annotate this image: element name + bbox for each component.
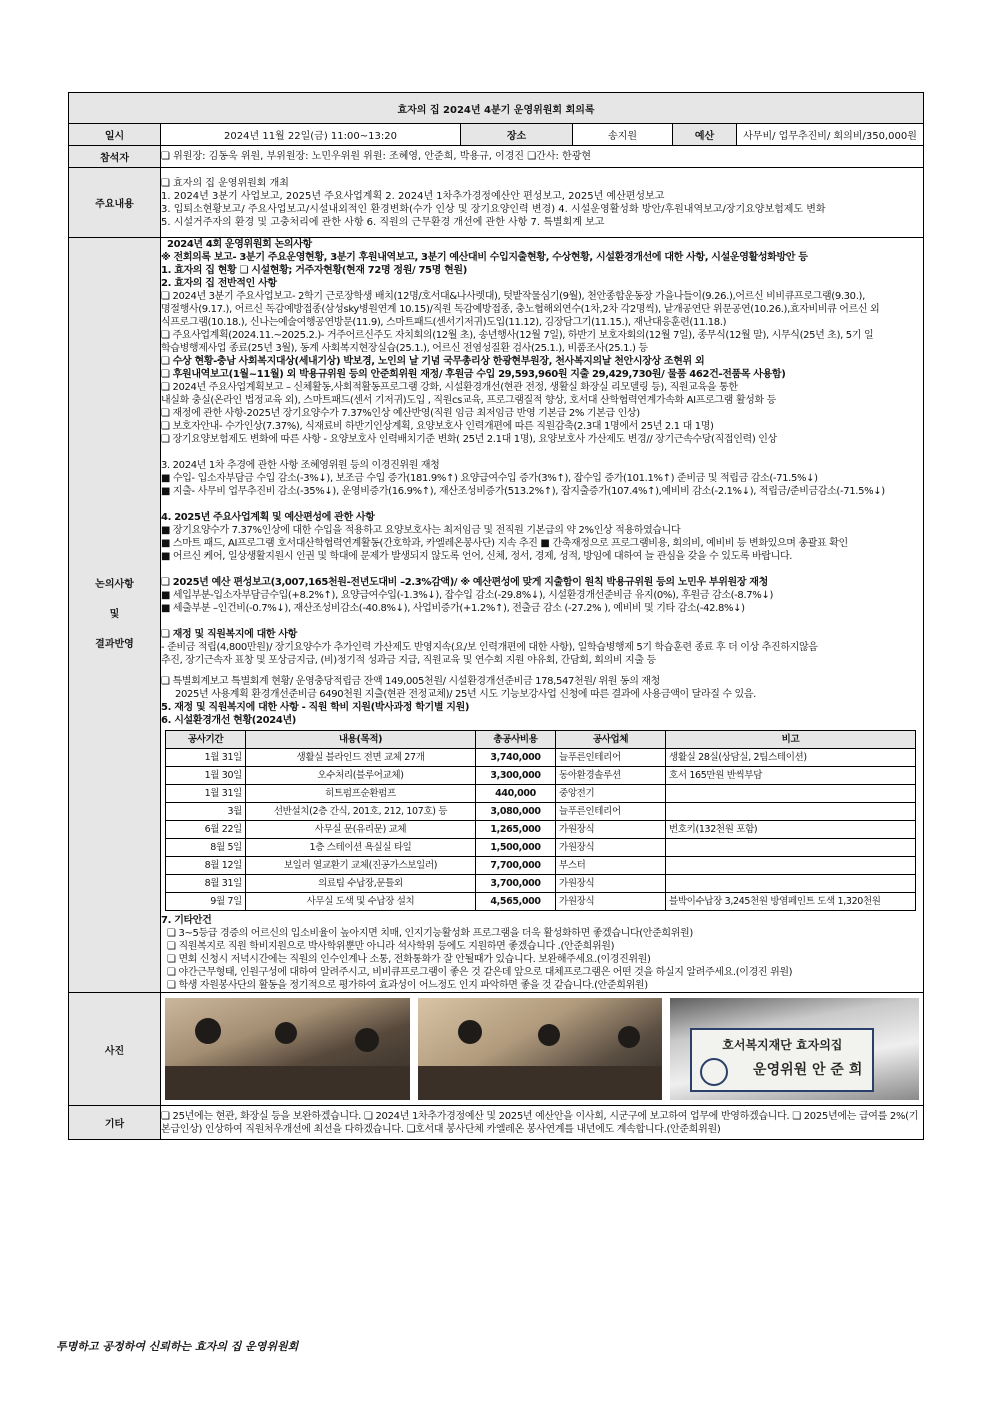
works-period: 8월 5일 [166,839,246,857]
works-row [166,785,916,803]
spacer [161,446,923,459]
discussion-label-1: 논의사항 [95,579,134,590]
discussion-line: 6. 시설환경개선 현황(2024년) [161,715,296,726]
works-company: 동아환경솔루션 [556,767,666,785]
discussion-line: 3. 2024년 1차 추경에 관한 사항 조혜영위원 등의 이경진위원 재청 [161,460,440,471]
discussion-line: ※ 전회의록 보고- 3분기 주요운영현황, 3분기 후원내역보고, 3분기 예산대비 수입지출현황, 수상현황, 시설환경개선에 대한 사항, 시설운영활성화방안 등 [161,252,808,263]
works-cost: 4,565,000 [476,893,556,911]
works-note: 호서 165만원 반씩부담 [666,767,916,785]
works-header-cell: 총공사비용 [476,731,556,749]
agenda-content [161,168,924,238]
date-value: 2024년 11월 22일(금) 11:00~13:20 [161,124,461,146]
discussion-line: ❏ 장기요양보험제도 변화에 따른 사항 - 요양보호사 인력배치기준 변화( 25년 2.1대 1명), 요양보호사 가산제도 변경// 장기근속수당(직접인력) 인상 [161,434,777,445]
discussion-content [161,238,924,993]
person-silhouette [195,1018,221,1044]
spacer [161,667,923,675]
works-company: 가원장식 [556,893,666,911]
works-cost: 3,300,000 [476,767,556,785]
footer-motto: 투명하고 공정하여 신뢰하는 효자의 집 운영위원회 [56,1340,299,1353]
works-cost: 3,740,000 [476,749,556,767]
discussion-line: ❏ 면회 신청시 저녁시간에는 직원의 인수인계나 소통, 전화통화가 잘 안될때가 있습니다. 보완해주세요.(이경진위원) [167,954,651,965]
discussion-line: ❏ 3~5등급 경증의 어르신의 입소비율이 높아지면 치매, 인지기능활성화 프로그램을 더욱 활성화하면 좋겠습니다(안준희위원) [167,928,693,939]
works-company: 가원장식 [556,839,666,857]
nameplate-name: 운영위원 안 준 희 [753,1062,863,1078]
budget-label: 예산 [673,124,737,146]
works-content: 오수처리(블루어교체) [246,767,476,785]
works-cost: 1,265,000 [476,821,556,839]
place-label: 장소 [461,124,573,146]
works-company: 늘푸른인테리어 [556,803,666,821]
works-content: 생활실 블라인드 전면 교체 27개 [246,749,476,767]
works-content: 의료팀 수납장,문틀외 [246,875,476,893]
works-cost: 3,080,000 [476,803,556,821]
works-row [166,857,916,875]
works-row [166,767,916,785]
budget-value: 사무비/ 업무추진비/ 회의비/350,000원 [737,124,924,146]
works-note [666,857,916,875]
works-period: 9월 7일 [166,893,246,911]
discussion-line: 4. 2025년 주요사업계획 및 예산편성에 관한 사항 [161,512,375,523]
discussion-line: 내실화 충실(온라인 법정교육 외), 스마트패드(센서 기저귀)도입 , 직원cs교육, 프로그램질적 향상, 호서대 산학협력연계가속화 AI프로그램 활성화 등 [161,395,776,406]
discussion-line: ❏ 학생 자원봉사단의 활동을 정기적으로 평가하여 효과성이 어느정도 인지 파악하면 좋을 것 같습니다.(안준희위원) [167,980,648,991]
person-silhouette [458,1020,482,1044]
works-header-row [166,731,916,749]
works-note [666,803,916,821]
meeting-photo-1 [165,998,410,1100]
photos-label: 사진 [69,993,161,1106]
works-period: 6월 22일 [166,821,246,839]
works-header-cell: 내용(목적) [246,731,476,749]
attendees-label: 참석자 [69,146,161,168]
person-silhouette [538,1024,560,1046]
discussion-line: 추진, 장기근속자 표창 및 포상금지급, (비)정기적 성과금 지급, 직원교육 및 연수회 지원 야유회, 간담회, 회의비 지출 등 [161,655,656,666]
discussion-line: 1. 효자의 집 현황 ❏ 시설현황; 거주자현황(현재 72명 정원/ 75명 현원) [161,265,467,276]
nameplate [690,1028,874,1092]
person-silhouette [355,1028,379,1052]
spacer [161,563,923,576]
discussion-label-3: 결과반영 [95,639,134,650]
etc-label: 기타 [69,1106,161,1140]
works-period: 8월 12일 [166,857,246,875]
person-silhouette [275,1022,297,1044]
photo-row [161,993,923,1105]
discussion-line: 2025년 사용계획 환경개선준비금 6490천원 지출(현관 전정교체)/ 25년 시도 기능보강사업 신청에 따른 결과에 사용금액이 달라질 수 있음. [175,689,757,700]
agenda-line: ❏ 효자의 집 운영위원회 개최 [161,177,289,189]
discussion-line: ■ 어르신 케어, 일상생활지원시 인권 및 학대에 문제가 발생되지 않도록 언어, 신체, 정서, 경제, 성적, 방임에 대하여 늘 관심을 갖을 수 있도록 바랍니다. [161,551,793,562]
date-label: 일시 [69,124,161,146]
minutes-document [68,92,923,1140]
works-content: 사무실 도색 및 수납장 설치 [246,893,476,911]
works-cost: 7,700,000 [476,857,556,875]
works-header-cell: 공사업체 [556,731,666,749]
works-row [166,803,916,821]
place-value: 송지원 [573,124,673,146]
agenda-line: 3. 입퇴소현황보고/ 주요사업보고/시설내외적인 환경변화(수가 인상 및 장기요양인력 변경) 4. 시설운영활성화 방안/후원내역보고/장기요양보험제도 변화 [161,203,826,215]
discussion-label-2: 및 [109,609,120,620]
table-surface [418,1066,663,1100]
works-company: 가원장식 [556,821,666,839]
discussion-line: ❏ 재정에 관한 사항-2025년 장기요양수가 7.37%인상 예산반영(직원 임금 최저임금 반영 기본급 2% 기본급 인상) [161,408,640,419]
discussion-line: ❏ 재정 및 직원복지에 대한 사항 [161,629,297,640]
discussion-line: 7. 기타안건 [161,915,212,926]
works-note [666,785,916,803]
works-note: 생활실 28실(상담실, 2팀스테이션) [666,749,916,767]
discussion-line: 학습병행제사업 종료(25년 3월), 동계 사회복지현장실습(25.1.), 어르신 전염성질환 검사(25.1.), 비품조사(25.1.) 등 [161,343,648,354]
discussion-label [69,238,161,993]
discussion-line: ❏ 2024년 3분기 주요사업보고- 2학기 근로장학생 배치(12명/호서대&나사렛대), 텃밭작물심기(9월), 천안종합운동장 가을나들이(9.26.),어르신 비비큐프로그램(9.30.), [161,291,865,302]
works-row [166,875,916,893]
document-title: 효자의 집 2024년 4분기 운영위원회 회의록 [69,93,924,124]
works-row [166,893,916,911]
discussion-line: 2. 효자의 집 전반적인 사항 [161,278,277,289]
discussion-line: ❏ 2025년 예산 편성보고(3,007,165천원-전년도대비 –2.3%감액)/ ※ 예산편성에 맞게 지출함이 원칙 박용규위원 등의 노민우 부위원장 재청 [161,577,768,588]
discussion-line: ■ 장기요양수가 7.37%인상에 대한 수입을 적용하고 요양보호사는 최저임금 및 전직원 기본급의 약 2%인상 적용하였습니다 [161,525,681,536]
table-surface [165,1066,410,1100]
discussion-line: ❏ 야간근무형태, 인원구성에 대하여 알려주시고, 비비큐프로그램이 좋은 것 같은데 앞으로 대체프로그램은 어떤 것을 하실지 알려주세요.(이경진 위원) [167,967,793,978]
foundation-emblem-icon [700,1058,728,1086]
discussion-line: ❏ 수상 현황-충남 사회복지대상(세내기상) 박보경, 노인의 날 기념 국무총리상 한광현부원장, 천사복지의날 천안시장상 조현위 외 [161,356,705,367]
discussion-line: 5. 재정 및 직원복지에 대한 사항 - 직원 학비 지원(박사과정 학기별 지원) [161,702,470,713]
agenda-line: 1. 2024년 3분기 사업보고, 2025년 주요사업계획 2. 2024년 1차추가경정예산안 편성보고, 2025년 예산편성보고 [161,190,665,202]
works-cost: 440,000 [476,785,556,803]
works-note [666,875,916,893]
works-content: 보일러 열교환기 교체(진공가스보일러) [246,857,476,875]
works-content: 1층 스테이션 욕실실 타일 [246,839,476,857]
spacer [161,498,923,511]
discussion-line: ❏ 2024년 주요사업계획보고 – 신체활동,사회적활동프로그램 강화, 시설환경개선(현관 전정, 생활실 화장실 리모델링 등), 직원교육을 통한 [161,382,738,393]
works-note: 번호키(132천원 포함) [666,821,916,839]
works-note: 블박이수납장 3,245천원 방염페인트 도색 1,320천원 [666,893,916,911]
works-company: 늘푸른인테리어 [556,749,666,767]
works-row [166,821,916,839]
discussion-line: ❏ 특별회계보고 특별회계 현황/ 운영충당적립금 잔액 149,005천원/ 시설환경개선준비금 178,547천원/ 위원 동의 재청 [161,676,660,687]
discussion-line: ■ 세입부분-입소자부담금수입(+8.2%↑), 요양급여수입(-1.3%↓), 잡수입 감소(-29.8%↓), 시설환경개선준비금 유지(0%), 후원금 감소(-8.7%↓) [161,590,774,601]
discussion-line: ■ 지출- 사무비 업무추진비 감소(-35%↓), 운영비증가(16.9%↑), 재산조성비증가(513.2%↑), 잡지출증가(107.4%↑),예비비 감소(-2.1%↓), 적립금/준비금감소(-71.5%↓) [161,486,885,497]
discussion-line: 명절행사(9.17.), 어르신 독감예방접종(삼성sky병원연계 10.15)/직원 독감예방접종, 충노협해외연수(1차,2차 각2명씩), 낱개공연단 위문공연(10.26.),효자비비큐 어르신 외 [161,304,880,315]
works-content: 히트펌프순환펌프 [246,785,476,803]
agenda-line: 5. 시설거주자의 환경 및 고충처리에 관한 사항 6. 직원의 근무환경 개선에 관한 사항 7. 특별회계 보고 [161,216,605,228]
discussion-line: ❏ 직원복지로 직원 학비지원으로 박사학위뿐만 아니라 석사학위 등에도 지원하면 좋겠습니다 .(안준희위원) [167,941,615,952]
nameplate-org: 호서복지재단 효자의집 [722,1038,843,1052]
works-note [666,839,916,857]
works-company: 부스터 [556,857,666,875]
meeting-photo-2 [418,998,663,1100]
attendees-text: ❏ 위원장: 김동욱 위원, 부위원장: 노민우위원 위원: 조혜영, 안준희, 박용규, 이경진 ❏간사: 한광현 [161,146,924,168]
discussion-line: ■ 수입- 입소자부담금 수입 감소(-3%↓), 보조금 수입 증가(181.9%↑) 요양급여수입 증가(3%↑), 잡수입 증가(101.1%↑) 준비금 및 적립금 감소(-71.5%↓) [161,473,818,484]
works-period: 8월 31일 [166,875,246,893]
discussion-line: ❏ 보호자안내- 수가인상(7.37%), 식재료비 하반기인상계획, 요양보호사 인력개편에 따른 직원감축(2.3대 1명에서 25년 2.1 대 1명) [161,421,714,432]
discussion-line: ■ 스마트 패드, AI프로그램 호서대산학협력연계활동(간호학과, 카엘레온봉사단) 지속 추진 ■ 간축재정으로 프로그램비용, 회의비, 예비비 등 변화있으며 총괄표 확인 [161,538,848,549]
works-period: 1월 31일 [166,749,246,767]
discussion-heading: 2024년 4회 운영위원회 논의사항 [167,239,312,250]
nameplate-photo [670,998,919,1100]
discussion-line: - 준비금 적립(4,800만원)/ 장기요양수가 추가인력 가산제도 반영지속(요/보 인력개편에 대한 사항), 일학습병행제 5기 학습훈련 종료 후 더 이상 추진하지않음 [161,642,818,653]
works-period: 1월 30일 [166,767,246,785]
works-company: 가원장식 [556,875,666,893]
works-content: 사무실 문(유리문) 교체 [246,821,476,839]
photos-cell [161,993,924,1106]
works-header-cell: 공사기간 [166,731,246,749]
works-company: 중앙전기 [556,785,666,803]
discussion-line: ❏ 후원내역보고(1월~11월) 외 박용규위원 등의 안준희위원 재정/ 후원금 수입 29,593,960원 지출 29,429,730원/ 물품 462건-전품목 사용함) [161,369,786,380]
agenda-label: 주요내용 [69,168,161,238]
person-silhouette [618,1026,640,1048]
works-row [166,839,916,857]
minutes-table [68,92,924,1140]
works-cost: 3,700,000 [476,875,556,893]
etc-text: ❏ 25년에는 현관, 화장실 등을 보완하겠습니다. ❏ 2024년 1차추가경정예산 및 2025년 예산안을 이사회, 시군구에 보고하여 업무에 반영하겠습니다. ❏ 2025년에는 급여를 2%(기본급인상) 인상하여 직원처우개선에 최선을 다하겠습니다. ❏호서대 봉사단체 카엘레온 봉사연계를 내년에도 계속합니다.(안준희위원) [161,1106,924,1140]
works-header-cell: 비고 [666,731,916,749]
environment-works-table [165,730,916,911]
spacer [161,615,923,628]
works-period: 3월 [166,803,246,821]
works-cost: 1,500,000 [476,839,556,857]
works-period: 1월 31일 [166,785,246,803]
discussion-line: ❏ 주요사업계획(2024.11.~2025.2.)- 거주어르신주도 자치회의(12월 초), 송년행사(12월 7일), 하반기 보호자회의(12월 7일), 종무식(12월 말), 시무식(25년 초), 5기 일 [161,330,874,341]
works-row [166,749,916,767]
discussion-line: 식프로그램(10.18.), 신나는예술여행공연방문(11.9), 스마트패드(센서기저귀)도입(11.12), 김장담그기(11.15.), 재난대응훈련(11.18.) [161,317,727,328]
works-content: 선반설치(2층 간식, 201호, 212, 107호) 등 [246,803,476,821]
discussion-line: ■ 세출부분 –인건비(-0.7%↓), 재산조성비감소(-40.8%↓), 사업비증가(+1.2%↑), 전출금 감소 (-27.2% ), 예비비 및 기타 감소(-42.8%↓) [161,603,745,614]
